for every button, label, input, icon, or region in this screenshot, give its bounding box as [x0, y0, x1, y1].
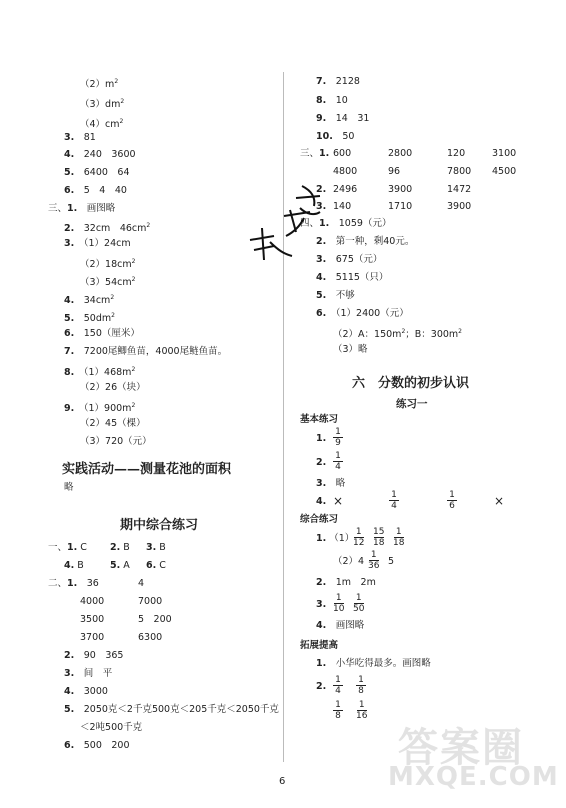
answer-line: 3. — [316, 201, 327, 212]
answer-line: 4. B — [64, 560, 84, 571]
answer-line: 4. 画图略 — [316, 620, 365, 631]
answer-cell: 3900 — [388, 184, 413, 195]
answer-cell: 2800 — [388, 148, 413, 159]
watermark-url: MXQE.COM — [388, 762, 559, 792]
answer-cell: 1472 — [447, 184, 472, 195]
answer-line: 7. 2128 — [316, 76, 360, 87]
answer-line: 3500 — [80, 614, 105, 625]
fraction: 1 4 — [389, 490, 399, 511]
answer-line: 3700 — [80, 632, 105, 643]
answer-line: 3. B — [146, 542, 166, 553]
answer-line: 4000 — [80, 596, 105, 607]
answer-cell: 140 — [333, 201, 352, 212]
answer-cell: 4500 — [492, 166, 517, 177]
answer-line: 6. 5 4 40 — [64, 185, 127, 196]
answer-line: $(4)cm^2$ — [80, 118, 124, 131]
answer-line: 6. 150（厘米） — [64, 328, 140, 339]
answer-line: 6. 500 200 — [64, 740, 130, 751]
answer-line: 7. 7200尾鲫鱼苗，4000尾鲢鱼苗。 — [64, 346, 228, 357]
answer-line: 3. 81 — [64, 132, 96, 143]
answer-line: 4. 3000 — [64, 686, 108, 697]
fraction: 1 10 — [333, 593, 345, 614]
fraction: 1 50 — [353, 593, 365, 614]
answer-line: 3. 略 — [316, 478, 346, 489]
answer-line: （2）26（块） — [80, 382, 146, 393]
answer-line: 5 200 — [138, 614, 172, 625]
answer-line: 4 — [138, 578, 145, 589]
answer-line: 3. 675（元） — [316, 254, 383, 265]
fraction: 1 18 — [393, 527, 405, 548]
subsection-heading: 拓展提高 — [300, 640, 339, 651]
answer-cell: 120 — [447, 148, 466, 159]
answer-line: 7000 — [138, 596, 163, 607]
answer-line: 二、1. 36 — [48, 578, 99, 589]
section-body: 略 — [64, 482, 74, 493]
answer-line: 4. 5115（只） — [316, 272, 389, 283]
answer-line: （3）略 — [333, 344, 368, 355]
fraction: 1 12 — [353, 527, 365, 548]
answer-line: 8. $(1)468m^2$ — [64, 366, 136, 379]
column-divider — [283, 72, 284, 762]
answer-line: 三、1. — [300, 148, 330, 159]
fraction: 1 9 — [333, 427, 343, 448]
section-title: 期中综合练习 — [120, 518, 199, 533]
subsection-heading: 综合练习 — [300, 514, 339, 525]
answer-line: （3）720（元） — [80, 436, 152, 447]
fraction: 1 8 — [333, 700, 343, 721]
answer-line: 三、1. 画图略 — [48, 203, 116, 214]
answer-line: 3. 间 平 — [64, 668, 113, 679]
answer-cell: 96 — [388, 166, 401, 177]
answer-line: 2. 90 365 — [64, 650, 124, 661]
answer-line: ＜2吨500千克 — [80, 722, 143, 733]
section-title: 实践活动——测量花池的面积 — [62, 462, 232, 477]
answer-line: $(3)54cm^2$ — [80, 276, 136, 289]
answer-number: 3. — [316, 599, 327, 610]
fraction: 1 8 — [356, 675, 366, 696]
answer-line: （2）45（棵） — [80, 418, 146, 429]
answer-line: 四、1. 1059（元） — [300, 218, 392, 229]
fraction: 1 16 — [356, 700, 368, 721]
answer-line: 5. A — [110, 560, 130, 571]
fraction: 1 4 — [333, 451, 343, 472]
answer-cell: 1710 — [388, 201, 413, 212]
answer-line: 8. 10 — [316, 95, 348, 106]
answer-line: 5. 不够 — [316, 290, 355, 301]
answer-line: 一、1. C — [48, 542, 87, 553]
answer-line: 6. （1）2400（元） — [316, 308, 409, 319]
answer-cell: 4800 — [333, 166, 358, 177]
subsection-heading: 基本练习 — [300, 414, 339, 425]
fraction: 1 36 — [368, 550, 380, 571]
answer-line: 2. 第一种，剩40元。 — [316, 236, 415, 247]
answer-line: 4. 240 3600 — [64, 149, 136, 160]
handwriting-annotation — [240, 180, 330, 270]
answer-line: 1. （1） — [316, 533, 355, 544]
answer-line: 5. 6400 64 — [64, 167, 130, 178]
answer-line: $(2)18cm^2$ — [80, 258, 136, 271]
answer-line: 3. （1）24cm — [64, 238, 131, 249]
answer-number: 2. — [316, 457, 327, 468]
answer-line: 10. 50 — [316, 131, 355, 142]
answer-line: 6300 — [138, 632, 163, 643]
answer-cell: 2496 — [333, 184, 358, 195]
page-number: 6 — [279, 776, 286, 787]
answer-cell: 3900 — [447, 201, 472, 212]
answer-line: 2. 1m 2m — [316, 577, 376, 588]
answer-line: （2）A：$150m^2$；B：$300m^2$ — [333, 328, 462, 341]
answer-line: 4. $34cm^2$ — [64, 294, 115, 307]
answer-line: 9. 14 31 — [316, 113, 370, 124]
answer-cell: 7800 — [447, 166, 472, 177]
answer-line: 2. B — [110, 542, 130, 553]
answer-number: 2. — [316, 681, 327, 692]
answer-line: 9. $(1)900m^2$ — [64, 402, 136, 415]
exercise-title: 练习一 — [396, 398, 428, 410]
wrong-mark: × — [333, 494, 344, 508]
answer-line: $(3)dm^2$ — [80, 98, 125, 111]
wrong-mark: × — [494, 494, 505, 508]
answer-line: 5. $50dm^2$ — [64, 312, 115, 325]
answer-line: $(2)m^2$ — [80, 78, 119, 91]
watermark-logo: 答案圈 — [398, 725, 524, 771]
fraction: 15 18 — [373, 527, 385, 548]
answer-number: 1. — [316, 433, 327, 444]
answer-line: 1. 小华吃得最多。画图略 — [316, 658, 431, 669]
answer-line: 2. 32cm $46cm^2$ — [64, 222, 151, 235]
answer-line: 5. 2050克＜2千克500克＜205千克＜2050千克 — [64, 704, 279, 715]
answer-line: 5 — [388, 556, 395, 567]
answer-line: （2）4 — [333, 556, 365, 567]
answer-line: 6. C — [146, 560, 166, 571]
answer-cell: 600 — [333, 148, 352, 159]
answer-cell: 3100 — [492, 148, 517, 159]
fraction: 1 4 — [333, 675, 343, 696]
chapter-title: 六 分数的初步认识 — [352, 376, 470, 391]
answer-line: 2. — [316, 184, 327, 195]
answer-number: 4. — [316, 496, 327, 507]
fraction: 1 6 — [447, 490, 457, 511]
